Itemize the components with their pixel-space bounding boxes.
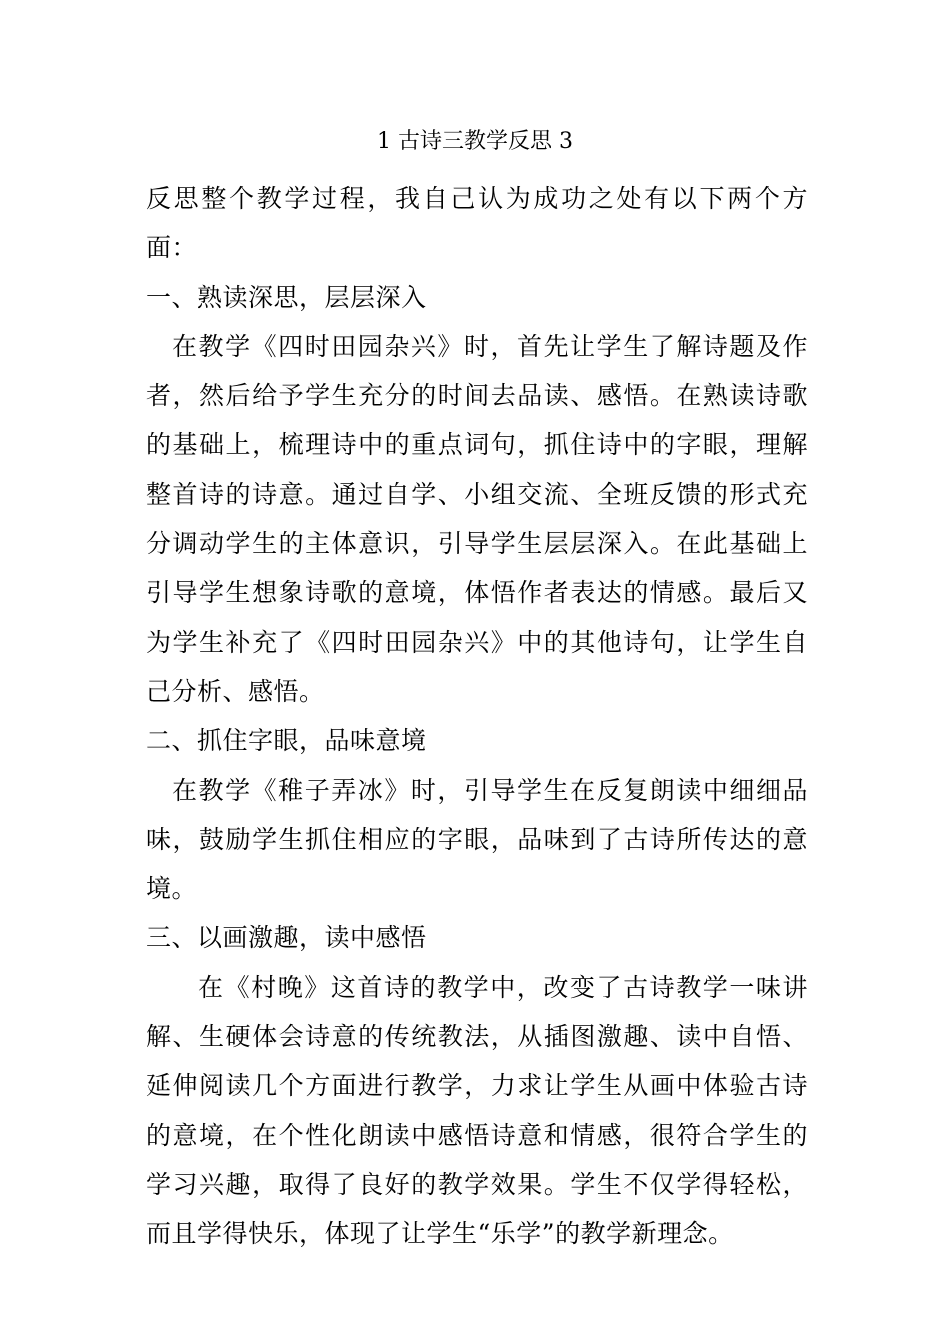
intro-paragraph: 反思整个教学过程，我自己认为成功之处有以下两个方面： <box>146 184 808 263</box>
section-paragraph-1: 在教学《四时田园杂兴》时，首先让学生了解诗题及作者，然后给予学生充分的时间去品读、感悟。在熟读诗歌的基础上，梳理诗中的重点词句，抓住诗中的字眼，理解整首诗的诗意。通过自学、小组交流、全班反馈的形式充分调动学生的主体意识，引导学生层层深入。在此基础上引导学生想象诗歌的意境，体悟作者表达的情感。最后又为学生补充了《四时田园杂兴》中的其他诗句，让学生自己分析、感悟。 <box>146 331 808 706</box>
document-body <box>146 174 808 1259</box>
section-paragraph-3: 在《村晚》这首诗的教学中，改变了古诗教学一味讲解、生硬体会诗意的传统教法，从插图激趣、读中自悟、延伸阅读几个方面进行教学，力求让学生从画中体验古诗的意境，在个性化朗读中感悟诗意和情感，很符合学生的学习兴趣，取得了良好的教学效果。学生不仅学得轻松，而且学得快乐，体现了让学生“乐学”的教学新理念。 <box>146 972 808 1249</box>
section-paragraph-2: 在教学《稚子弄冰》时，引导学生在反复朗读中细细品味，鼓励学生抓住相应的字眼，品味到了古诗所传达的意境。 <box>146 775 808 904</box>
section-heading-2: 二、抓住字眼，品味意境 <box>146 726 427 756</box>
document-title: 1 古诗三教学反思 3 <box>377 129 573 154</box>
section-heading-1: 一、熟读深思，层层深入 <box>146 282 427 312</box>
section-heading-3: 三、以画激趣，读中感悟 <box>146 923 427 953</box>
